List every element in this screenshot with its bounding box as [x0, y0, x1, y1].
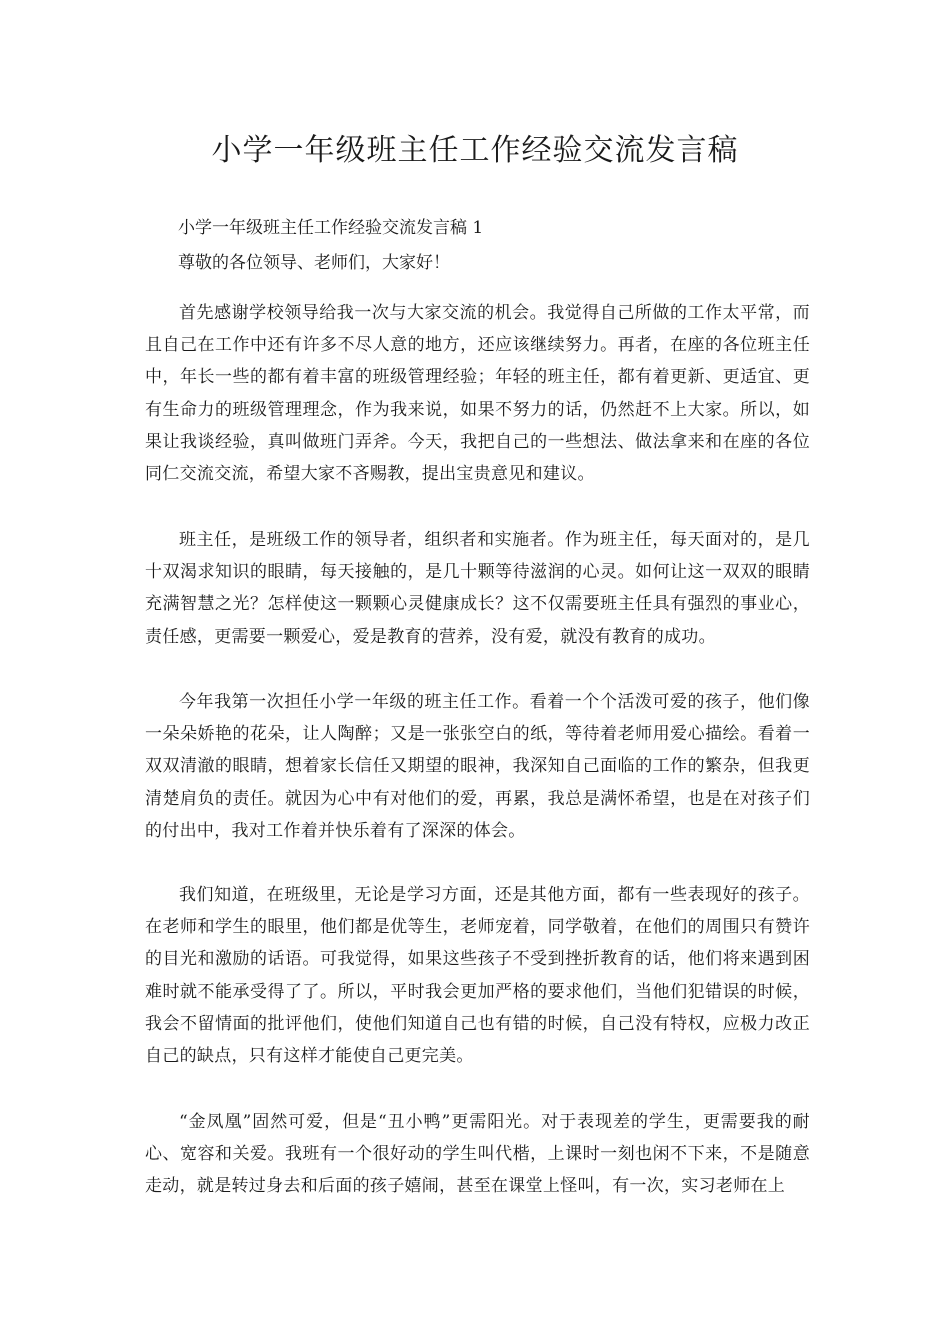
document-title: 小学一年级班主任工作经验交流发言稿 — [211, 133, 739, 168]
document-subtitle: 小学一年级班主任工作经验交流发言稿 1 — [178, 218, 484, 238]
paragraph: 今年我第一次担任小学一年级的班主任工作。看着一个个活泼可爱的孩子，他们像一朵朵娇艳的花朵，让人陶醉；又是一张张空白的纸，等待着老师用爱心描绘。看着一双双清澈的眼睛，想着家长信任又期望的眼神，我深知自己面临的工作的繁杂，但我更清楚肩负的责任。就因为心中有对他们的爱，再累，我总是满怀希望，也是在对孩子们的付出中，我对工作着并快乐着有了深深的体会。 — [145, 692, 810, 841]
salutation: 尊敬的各位领导、老师们，大家好！ — [178, 253, 450, 273]
paragraph: “金凤凰”固然可爱，但是“丑小鸭”更需阳光。对于表现差的学生，更需要我的耐心、宽容和关爱。我班有一个很好动的学生叫代楷，上课时一刻也闲不下来，不是随意走动，就是转过身去和后面的孩子嬉闹，甚至在课堂上怪叫，有一次，实习老师在上 — [145, 1112, 810, 1197]
paragraph: 班主任，是班级工作的领导者，组织者和实施者。作为班主任，每天面对的，是几十双渴求知识的眼睛，每天接触的，是几十颗等待滋润的心灵。如何让这一双双的眼睛充满智慧之光？怎样使这一颗颗心灵健康成长？这不仅需要班主任具有强烈的事业心，责任感，更需要一颗爱心，爱是教育的营养，没有爱，就没有教育的成功。 — [145, 530, 810, 647]
paragraph: 我们知道，在班级里，无论是学习方面，还是其他方面，都有一些表现好的孩子。在老师和学生的眼里，他们都是优等生，老师宠着，同学敬着，在他们的周围只有赞许的目光和激励的话语。可我觉得，如果这些孩子不受到挫折教育的话，他们将来遇到困难时就不能承受得了了。所以，平时我会更加严格的要求他们，当他们犯错误的时候，我会不留情面的批评他们，使他们知道自己也有错的时候，自己没有特权，应极力改正自己的缺点，只有这样才能使自己更完美。 — [145, 885, 810, 1067]
paragraph: 首先感谢学校领导给我一次与大家交流的机会。我觉得自己所做的工作太平常，而且自己在工作中还有许多不尽人意的地方，还应该继续努力。再者，在座的各位班主任中，年长一些的都有着丰富的班级管理经验；年轻的班主任，都有着更新、更适宜、更有生命力的班级管理理念，作为我来说，如果不努力的话，仍然赶不上大家。所以，如果让我谈经验，真叫做班门弄斧。今天，我把自己的一些想法、做法拿来和在座的各位同仁交流交流，希望大家不吝赐教，提出宝贵意见和建议。 — [145, 303, 810, 485]
